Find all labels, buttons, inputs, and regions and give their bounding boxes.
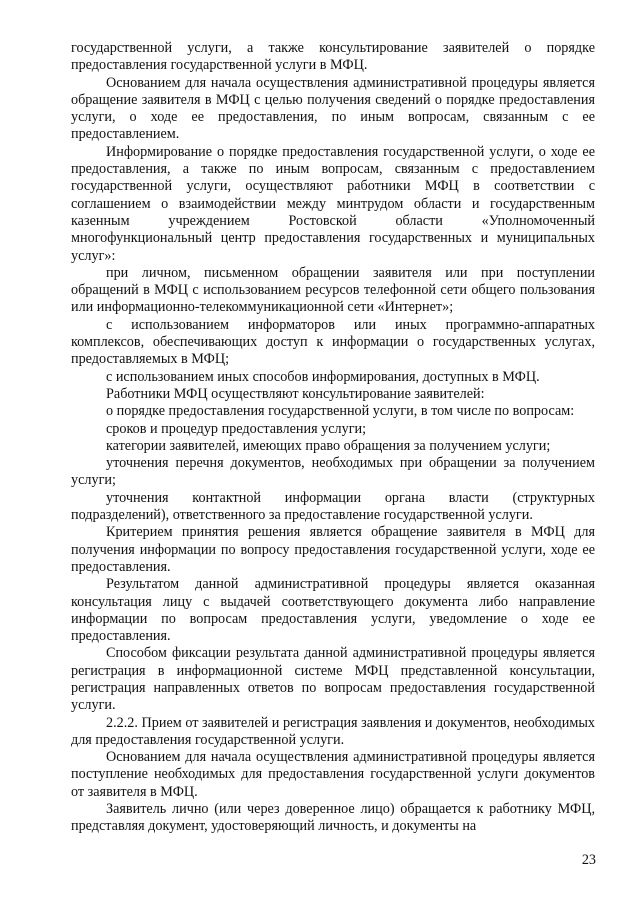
body-text: [71, 40, 595, 836]
paragraph-15: Способом фиксации результата данной административной процедуры является регистрация в информационной системе МФЦ представленной консультации, регистрация направленных ответов по вопросам предоставления государственной услуги.: [71, 645, 595, 714]
paragraph-2: Основанием для начала осуществления административной процедуры является обращение заявителя в МФЦ с целью получения сведений о порядке предоставления услуги, о ходе ее предоставления, по иным вопросам, связанным с ее предоставлением.: [71, 74, 595, 143]
paragraph-10: категории заявителей, имеющих право обращения за получением услуги;: [106, 437, 551, 454]
paragraph-13: Критерием принятия решения является обращение заявителя в МФЦ для получения информации по вопросу предоставления государственной услуги, ходе ее предоставления.: [71, 524, 595, 575]
paragraph-11: уточнения перечня документов, необходимых при обращении за получением услуги;: [71, 455, 595, 489]
paragraph-7: Работники МФЦ осуществляют консультирование заявителей:: [106, 385, 485, 402]
paragraph-3: Информирование о порядке предоставления государственной услуги, о ходе ее предоставления, а также по иным вопросам, связанным с предоставлением государственной услуги, осуществляют работники МФЦ в соответствии с соглашением о взаимодействии между минтрудом области и государственным казенным учреждением Ростовской области «Уполномоченный многофункциональный центр предоставления государственных и муниципальных услуг»:: [71, 143, 595, 264]
paragraph-18: Заявитель лично (или через доверенное лицо) обращается к работнику МФЦ, представляя документ, удостоверяющий личность, и документы на: [71, 801, 595, 835]
paragraph-14: Результатом данной административной процедуры является оказанная консультация лицу с выдачей соответствующего документа либо направление информации по вопросам предоставления услуги, уведомление о ходе ее предоставления.: [71, 576, 595, 645]
paragraph-9: сроков и процедур предоставления услуги;: [106, 420, 367, 437]
paragraph-8: о порядке предоставления государственной услуги, в том числе по вопросам:: [106, 403, 575, 420]
paragraph-4: при личном, письменном обращении заявителя или при поступлении обращений в МФЦ с использованием ресурсов телефонной сети общего пользования или информационно-телекоммуникационной сети «Интернет»;: [71, 264, 595, 316]
paragraph-6: с использованием иных способов информирования, доступных в МФЦ.: [106, 368, 540, 385]
paragraph-16: 2.2.2. Прием от заявителей и регистрация заявления и документов, необходимых для предоставления государственной услуги.: [71, 714, 595, 748]
page-number: 23: [581, 852, 596, 868]
paragraph-12: уточнения контактной информации органа власти (структурных подразделений), ответственного за предоставление государственной услуги.: [71, 489, 595, 524]
paragraph-17: Основанием для начала осуществления административной процедуры является поступление необходимых для предоставления государственной услуги документов от заявителя в МФЦ.: [71, 749, 595, 800]
paragraph-1: государственной услуги, а также консультирование заявителей о порядке предоставления государственной услуги в МФЦ.: [71, 40, 595, 74]
paragraph-5: с использованием информаторов или иных программно-аппаратных комплексов, обеспечивающих доступ к информации о государственных услугах, предоставляемых в МФЦ;: [71, 316, 595, 368]
